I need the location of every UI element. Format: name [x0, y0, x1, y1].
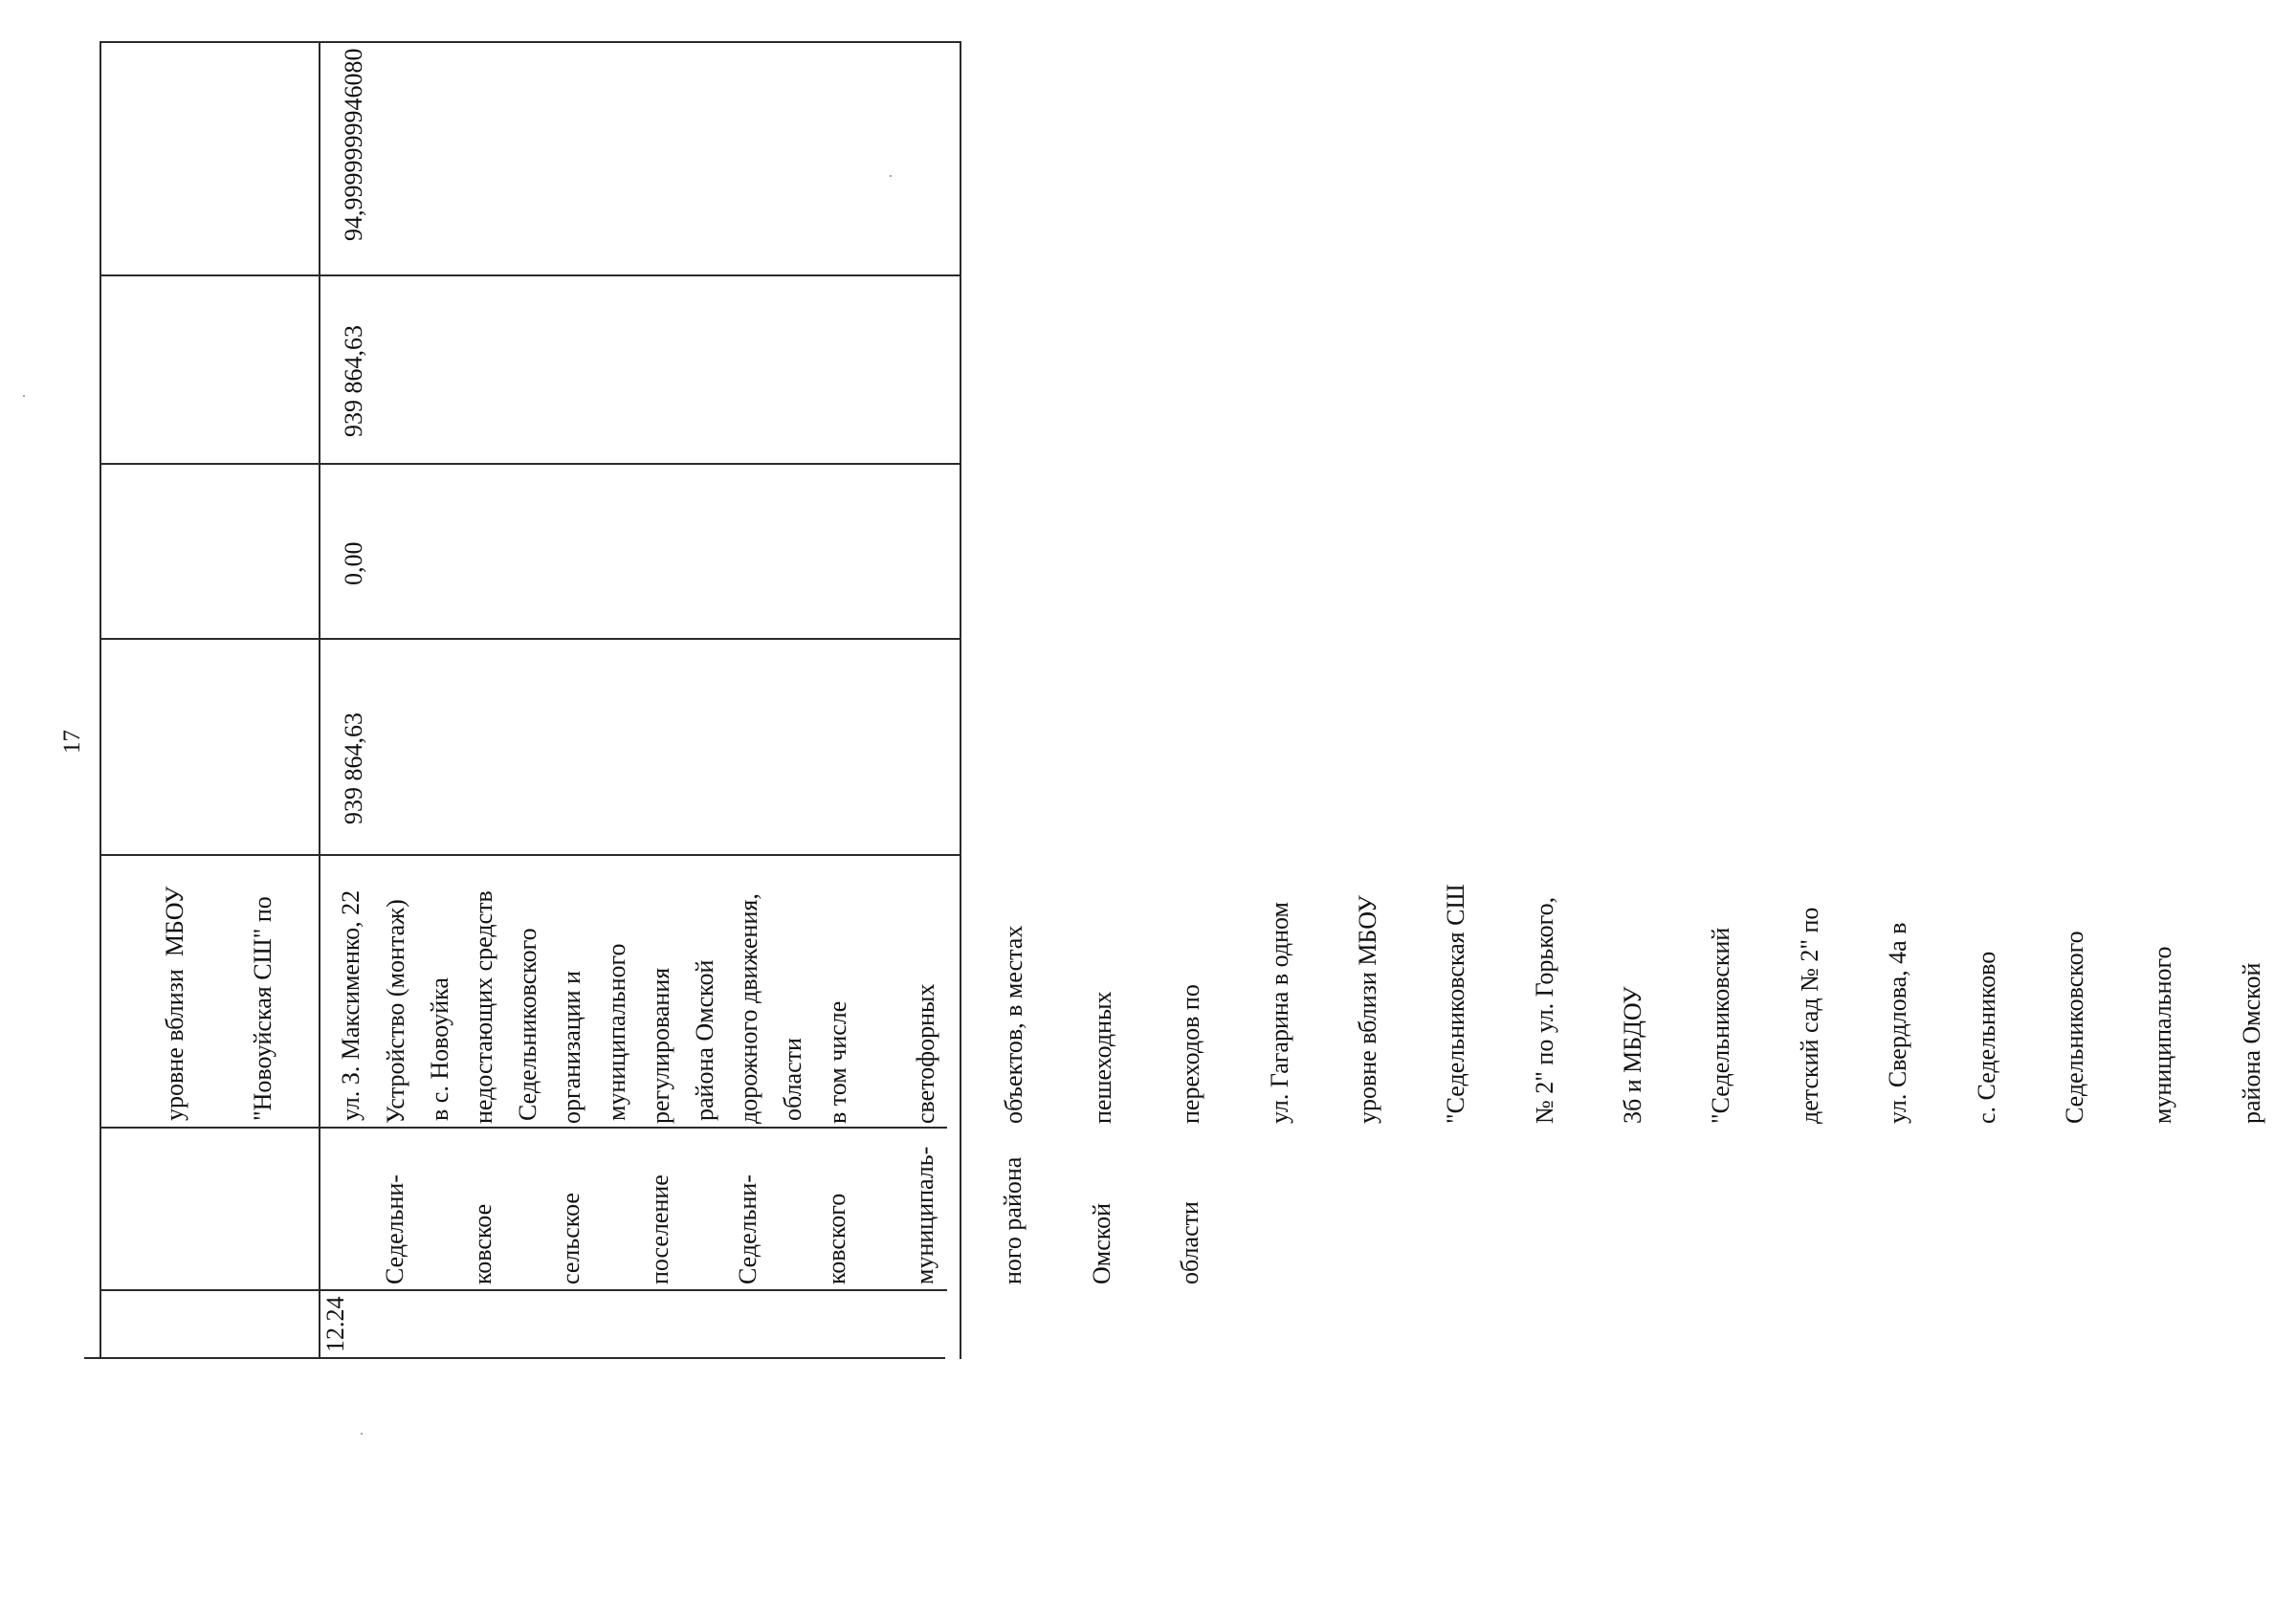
row-divider — [319, 41, 320, 1359]
object-line: № 2" по ул. Горького, — [1530, 896, 1558, 1124]
object-line: "Новоуйская СШ" по — [248, 896, 276, 1121]
municipality-line: области — [1176, 1201, 1204, 1284]
municipality-line: ного района — [999, 1156, 1027, 1284]
municipality-line: Седельни- — [734, 1174, 762, 1284]
object-line: дорожного движения, — [735, 893, 763, 1124]
municipality-line: ковского — [822, 1193, 850, 1284]
row-2-amount-3: 939 864,63 — [340, 325, 367, 437]
scan-speck — [361, 1433, 363, 1435]
object-line: муниципального — [2149, 946, 2177, 1124]
row-2-amount-total: 939 864,63 — [340, 713, 367, 824]
table-border-left — [99, 41, 101, 1359]
municipality-line: поселение — [645, 1174, 673, 1284]
object-line: организации и — [558, 971, 586, 1124]
row-2-municipality-cell — [321, 1147, 1235, 1284]
column-line-4 — [99, 854, 960, 856]
column-line-5 — [99, 1127, 947, 1129]
municipality-line: сельское — [557, 1193, 585, 1284]
object-line: 3б и МБДОУ — [1619, 986, 1647, 1124]
object-line: светофорных — [911, 983, 939, 1124]
object-line: Седельниковского — [514, 928, 542, 1121]
object-line: Устройство (монтаж) — [381, 899, 409, 1124]
row-2-number: 12.24 — [321, 1296, 349, 1352]
object-line: "Седельниковская СШ — [1442, 884, 1470, 1124]
table-border-bottom — [84, 1357, 945, 1359]
object-line: переходов по — [1177, 984, 1205, 1124]
municipality-line: муниципаль- — [910, 1146, 938, 1284]
row-2-amount-2: 0,00 — [340, 541, 367, 585]
object-line: в том числе — [823, 1000, 851, 1124]
object-line: недостающих средств — [469, 890, 497, 1124]
object-line: уровне вблизи МБОУ — [160, 886, 188, 1121]
municipality-line: Седельни- — [380, 1174, 408, 1284]
object-line: пешеходных — [1088, 991, 1116, 1124]
object-line: ул. Гагарина в одном — [1265, 902, 1293, 1124]
row-2-object-cell — [322, 884, 2296, 1124]
row-1-last-value: 94,9999999946080 — [340, 48, 367, 241]
object-line: уровне вблизи МБОУ — [1353, 895, 1381, 1124]
table-border-top — [99, 41, 961, 43]
municipality-line: ковское — [468, 1203, 497, 1284]
object-line: в с. Новоуйка — [425, 977, 453, 1121]
column-line-1 — [99, 274, 960, 276]
object-line: ул. Свердлова, 4а в — [1884, 922, 1912, 1124]
object-line: муниципального — [602, 943, 630, 1121]
column-line-3 — [99, 638, 960, 640]
column-line-2 — [99, 463, 960, 465]
object-line: объектов, в местах — [1000, 925, 1028, 1124]
object-line: "Седельниковский — [1707, 927, 1735, 1124]
object-line: Седельниковского — [2061, 931, 2089, 1124]
object-line: ул. З. Максименко, 22 — [337, 889, 365, 1121]
page-number: 17 — [59, 730, 85, 754]
object-line: района Омской — [2237, 962, 2265, 1124]
scan-speck — [890, 175, 892, 177]
object-line: с. Седельниково — [1972, 951, 2000, 1124]
object-line: района Омской — [690, 959, 718, 1121]
object-line: области — [779, 1038, 807, 1121]
municipality-line: Омской — [1087, 1203, 1115, 1284]
object-line: регулирования — [646, 967, 674, 1124]
object-line: детский сад № 2" по — [1795, 907, 1823, 1124]
scan-speck — [23, 395, 25, 397]
column-line-6 — [99, 1289, 947, 1291]
